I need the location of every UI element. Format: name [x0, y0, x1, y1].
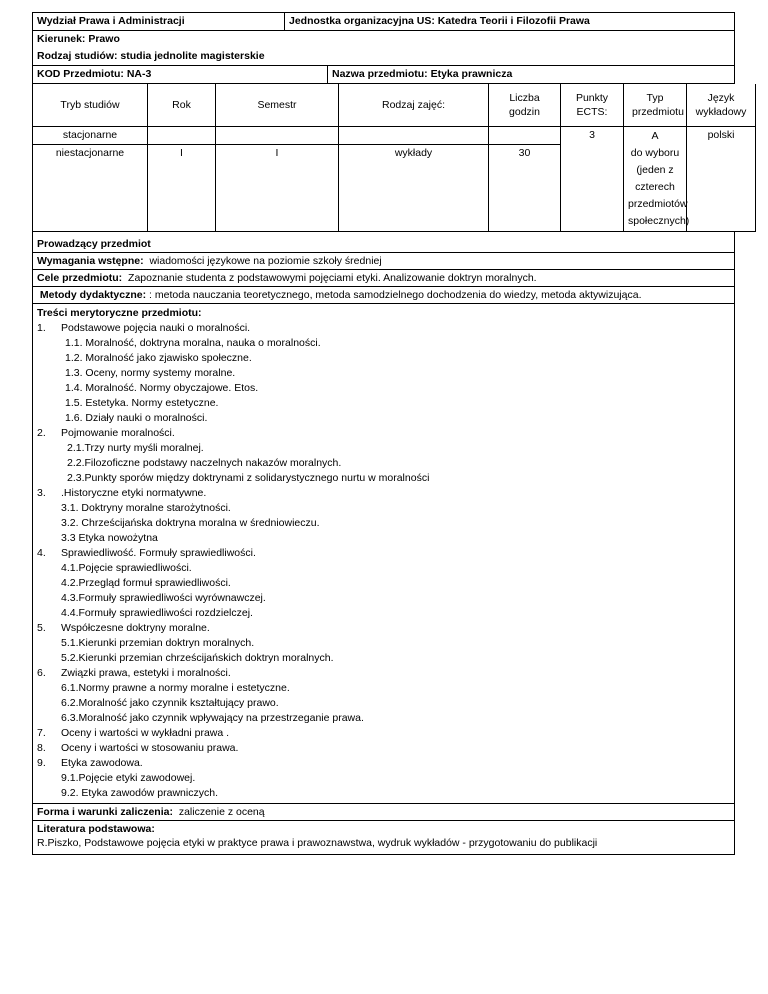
subtopic-item: 1.3. Oceny, normy systemy moralne. [65, 366, 236, 379]
topic-item [37, 666, 730, 681]
subtopic-item: 2.3.Punkty sporów między doktrynami z solidarystycznego nurtu w moralności [67, 471, 430, 484]
subtopic-item: 3.3 Etyka nowożytna [61, 531, 158, 544]
topic-number: 4. [37, 546, 46, 559]
topic-number: 3. [37, 486, 46, 499]
course-type-line: czterech [635, 180, 675, 193]
subtopic-item: 1.2. Moralność jako zjawisko społeczne. [65, 351, 252, 364]
topic-item [37, 546, 730, 561]
subtopic-item: 5.1.Kierunki przemian doktryn moralnych. [61, 636, 255, 649]
hours-part-time: 30 [489, 145, 561, 231]
subtopic-item: 4.2.Przegląd formuł sprawiedliwości. [61, 576, 231, 589]
topic-number: 5. [37, 621, 46, 634]
grid-header-class-type: Rodzaj zajęć: [339, 84, 489, 126]
topic-text: .Historyczne etyki normatywne. [61, 486, 207, 499]
topic-number: 2. [37, 426, 46, 439]
lecturer-label: Prowadzący przedmiot [33, 232, 735, 253]
teaching-methods [33, 286, 735, 303]
ects-value: 3 [561, 126, 624, 231]
topic-item [37, 321, 730, 336]
grid-header-language: Język wykładowy [687, 84, 756, 126]
course-type-line: A [651, 129, 659, 142]
assessment-value: zaliczenie z oceną [178, 805, 265, 818]
class-type-full-time [339, 126, 489, 145]
topic-text: Podstawowe pojęcia nauki o moralności. [61, 321, 251, 334]
literature [33, 820, 735, 854]
course-syllabus [32, 12, 747, 855]
topic-item [37, 486, 730, 501]
assessment-label: Forma i warunki zaliczenia: [37, 805, 173, 818]
course-name: Nazwa przedmiotu: Etyka prawnicza [328, 66, 735, 84]
study-type: Rodzaj studiów: studia jednolite magisterskie [33, 48, 735, 66]
topic-number: 1. [37, 321, 46, 334]
year-full-time [148, 126, 216, 145]
subtopic-item: 2.1.Trzy nurty myśli moralnej. [67, 441, 204, 454]
grid-header-hours: Liczba godzin [489, 84, 561, 126]
grid-header-semester: Semestr [216, 84, 339, 126]
semester-full-time [216, 126, 339, 145]
study-grid [32, 84, 756, 232]
course-contents [33, 303, 735, 803]
topic-text: Oceny i wartości w wykładni prawa . [61, 726, 230, 739]
methods-label: Metody dydaktyczne: [39, 288, 147, 301]
topic-item [37, 726, 730, 741]
details-table [32, 232, 735, 855]
mode-full-time: stacjonarne [33, 126, 148, 145]
prerequisites-label: Wymagania wstępne: [37, 254, 144, 267]
grid-header-mode: Tryb studiów [33, 84, 148, 126]
mode-part-time: niestacjonarne [33, 145, 148, 231]
topic-item [37, 756, 730, 771]
organizational-unit: Jednostka organizacyjna US: Katedra Teorii i Filozofii Prawa [285, 13, 735, 31]
year-part-time: I [148, 145, 216, 231]
subtopic-item: 1.6. Działy nauki o moralności. [65, 411, 208, 424]
subtopic-item: 9.1.Pojęcie etyki zawodowej. [61, 771, 196, 784]
subtopic-item: 6.2.Moralność jako czynnik kształtujący prawo. [61, 696, 279, 709]
topic-number: 7. [37, 726, 46, 739]
field-of-study: Kierunek: Prawo [33, 31, 735, 49]
topic-text: Pojmowanie moralności. [61, 426, 175, 439]
topic-text: Współczesne doktryny moralne. [61, 621, 210, 634]
subtopic-item: 4.1.Pojęcie sprawiedliwości. [61, 561, 192, 574]
prerequisites [33, 252, 735, 269]
topic-item [37, 741, 730, 756]
literature-label: Literatura podstawowa: [37, 822, 155, 835]
course-goals [33, 269, 735, 286]
topic-text: Etyka zawodowa. [61, 756, 143, 769]
subtopic-item: 1.1. Moralność, doktryna moralna, nauka o moralności. [65, 336, 321, 349]
topic-item [37, 621, 730, 636]
grid-header-year: Rok [148, 84, 216, 126]
course-type-line: do wyboru [630, 146, 680, 159]
assessment [33, 803, 735, 820]
hours-full-time [489, 126, 561, 145]
subtopic-item: 3.2. Chrześcijańska doktryna moralna w średniowieczu. [61, 516, 320, 529]
grid-header-course-type: Typ przedmiotu [624, 84, 687, 126]
subtopic-item: 5.2.Kierunki przemian chrześcijańskich doktryn moralnych. [61, 651, 334, 664]
subtopic-item: 3.1. Doktryny moralne starożytności. [61, 501, 231, 514]
topic-text: Oceny i wartości w stosowaniu prawa. [61, 741, 239, 754]
topic-number: 8. [37, 741, 46, 754]
goals-label: Cele przedmiotu: [37, 271, 123, 284]
goals-value: Zapoznanie studenta z podstawowymi pojęciami etyki. Analizowanie doktryn moralnych. [128, 271, 537, 284]
subtopic-item: 6.1.Normy prawne a normy moralne i estetyczne. [61, 681, 290, 694]
language-value: polski [687, 126, 756, 231]
subtopic-item: 1.4. Moralność. Normy obyczajowe. Etos. [65, 381, 259, 394]
literature-value: R.Piszko, Podstawowe pojęcia etyki w praktyce prawa i prawoznawstwa, wydruk wykładów - przygotowaniu do publikacji [37, 836, 598, 849]
course-type-value [624, 126, 690, 231]
course-type-line: przedmiotów [628, 197, 688, 210]
contents-label: Treści merytoryczne przedmiotu: [37, 306, 202, 319]
topic-text: Związki prawa, estetyki i moralności. [61, 666, 231, 679]
semester-part-time: I [216, 145, 339, 231]
course-type-line: (jeden z [636, 163, 674, 176]
methods-value: : metoda nauczania teoretycznego, metoda samodzielnego dochodzenia do wiedzy, metoda aktywizująca. [149, 288, 642, 301]
subtopic-item: 2.2.Filozoficzne podstawy naczelnych nakazów moralnych. [67, 456, 342, 469]
topic-number: 6. [37, 666, 46, 679]
prerequisites-value: wiadomości językowe na poziomie szkoły średniej [149, 254, 382, 267]
subtopic-item: 4.3.Formuły sprawiedliwości wyrównawczej. [61, 591, 266, 604]
topic-number: 9. [37, 756, 46, 769]
subtopic-item: 1.5. Estetyka. Normy estetyczne. [65, 396, 219, 409]
subtopic-item: 9.2. Etyka zawodów prawniczych. [61, 786, 218, 799]
subtopic-item: 4.4.Formuły sprawiedliwości rozdzielczej. [61, 606, 253, 619]
header-table [32, 12, 735, 84]
grid-header-ects: Punkty ECTS: [561, 84, 624, 126]
subtopic-item: 6.3.Moralność jako czynnik wpływający na przestrzeganie prawa. [61, 711, 364, 724]
course-type-line: społecznych) [628, 214, 690, 227]
topic-text: Sprawiedliwość. Formuły sprawiedliwości. [61, 546, 256, 559]
topic-item [37, 426, 730, 441]
faculty-name: Wydział Prawa i Administracji [33, 13, 285, 31]
course-code: KOD Przedmiotu: NA-3 [33, 66, 328, 84]
class-type-part-time: wykłady [339, 145, 489, 231]
